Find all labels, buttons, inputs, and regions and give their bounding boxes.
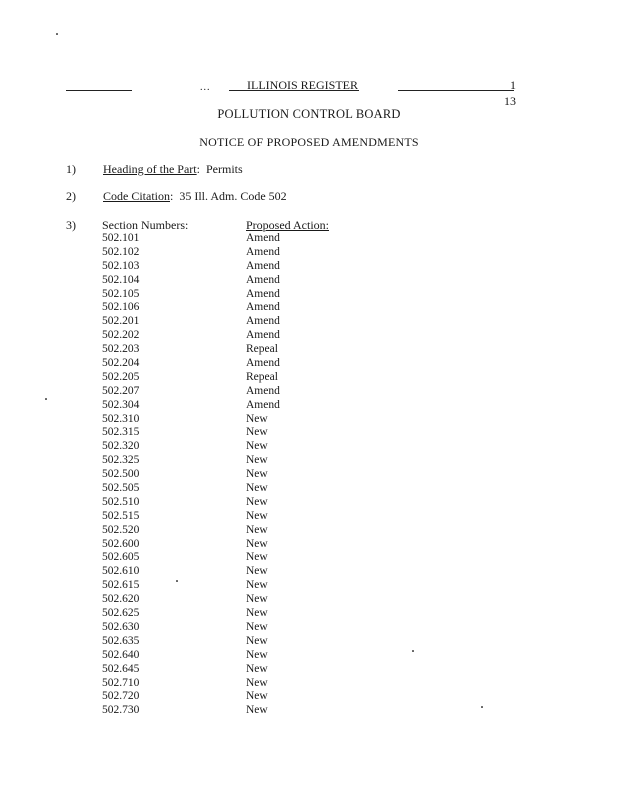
item-heading-of-part (66, 162, 243, 177)
section-number: 502.201 (102, 315, 140, 328)
proposed-action: New (246, 579, 268, 592)
proposed-action: Amend (246, 357, 280, 370)
table-row (102, 371, 362, 385)
section-number: 502.625 (102, 607, 140, 620)
section-number: 502.720 (102, 690, 140, 703)
header-rule-left (66, 90, 132, 91)
item-code-citation (66, 189, 287, 204)
proposed-action: New (246, 426, 268, 439)
table-row (102, 621, 362, 635)
table-row (102, 607, 362, 621)
table-row (102, 524, 362, 538)
table-row (102, 329, 362, 343)
table-row (102, 301, 362, 315)
proposed-action: Repeal (246, 370, 278, 383)
proposed-action: New (246, 634, 268, 647)
table-row (102, 246, 362, 260)
section-number: 502.202 (102, 329, 140, 342)
proposed-action: New (246, 537, 268, 550)
item-number: 3) (66, 218, 76, 232)
proposed-action: Amend (246, 329, 280, 342)
section-number: 502.104 (102, 273, 140, 286)
section-number: 502.207 (102, 384, 140, 397)
proposed-action: New (246, 440, 268, 453)
proposed-action: New (246, 509, 268, 522)
proposed-action: New (246, 565, 268, 578)
table-row (102, 288, 362, 302)
proposed-action: Amend (246, 398, 280, 411)
section-number: 502.520 (102, 523, 140, 536)
table-row (102, 343, 362, 357)
table-row (102, 579, 362, 593)
proposed-action: Amend (246, 259, 280, 272)
table-row (102, 635, 362, 649)
item-value: Permits (205, 162, 243, 176)
board-title: POLLUTION CONTROL BOARD (217, 107, 401, 121)
proposed-action: New (246, 593, 268, 606)
proposed-action: New (246, 648, 268, 661)
table-row (102, 510, 362, 524)
table-row (102, 232, 362, 246)
proposed-action: Amend (246, 301, 280, 314)
table-row (102, 690, 362, 704)
section-number: 502.205 (102, 370, 140, 383)
section-number: 502.505 (102, 482, 140, 495)
proposed-action: Amend (246, 232, 280, 244)
proposed-action: New (246, 607, 268, 620)
section-number: 502.610 (102, 565, 140, 578)
table-row (102, 649, 362, 663)
section-number: 502.203 (102, 343, 140, 356)
table-row (102, 426, 362, 440)
scan-speck (176, 580, 178, 582)
table-row (102, 551, 362, 565)
section-number: 502.315 (102, 426, 140, 439)
section-number: 502.325 (102, 454, 140, 467)
register-title: ILLINOIS REGISTER (247, 78, 358, 92)
section-number: 502.630 (102, 620, 140, 633)
section-number: 502.101 (102, 232, 140, 244)
item-section-numbers-number (66, 218, 103, 233)
table-row (102, 593, 362, 607)
table-row (102, 704, 362, 718)
table-row (102, 385, 362, 399)
section-number: 502.500 (102, 468, 140, 481)
item-number: 1) (66, 162, 76, 176)
section-number: 502.615 (102, 579, 140, 592)
item-value: 35 Ill. Adm. Code 502 (179, 189, 287, 203)
scan-speck (45, 398, 47, 400)
section-number: 502.640 (102, 648, 140, 661)
page-marker: 1 (510, 78, 516, 92)
section-number: 502.605 (102, 551, 140, 564)
section-number: 502.204 (102, 357, 140, 370)
proposed-action: New (246, 412, 268, 425)
proposed-action: Amend (246, 245, 280, 258)
scan-speck (412, 650, 414, 652)
section-table (102, 232, 362, 718)
table-row (102, 440, 362, 454)
section-number: 502.710 (102, 676, 140, 689)
proposed-action: New (246, 523, 268, 536)
section-number: 502.730 (102, 704, 140, 717)
table-row (102, 315, 362, 329)
proposed-action: New (246, 495, 268, 508)
table-row (102, 274, 362, 288)
table-row (102, 482, 362, 496)
proposed-action: Repeal (246, 343, 278, 356)
table-row (102, 565, 362, 579)
scan-speck (56, 33, 58, 35)
section-number: 502.600 (102, 537, 140, 550)
table-row (102, 677, 362, 691)
proposed-action: Amend (246, 384, 280, 397)
section-number: 502.635 (102, 634, 140, 647)
issue-number: 13 (504, 94, 516, 108)
section-number: 502.105 (102, 287, 140, 300)
item-number: 2) (66, 189, 76, 203)
table-row (102, 538, 362, 552)
section-number: 502.103 (102, 259, 140, 272)
proposed-action: New (246, 704, 268, 717)
table-row (102, 468, 362, 482)
section-numbers-header: Section Numbers: (102, 218, 189, 232)
notice-title: NOTICE OF PROPOSED AMENDMENTS (199, 135, 419, 149)
header-rule-right (398, 90, 514, 91)
section-number: 502.106 (102, 301, 140, 314)
table-row (102, 454, 362, 468)
table-row (102, 496, 362, 510)
table-row (102, 260, 362, 274)
proposed-action: New (246, 620, 268, 633)
section-number: 502.320 (102, 440, 140, 453)
proposed-action: New (246, 662, 268, 675)
table-row (102, 663, 362, 677)
item-colon: : (196, 162, 200, 176)
item-colon: : (170, 189, 174, 203)
table-row (102, 357, 362, 371)
proposed-action: New (246, 690, 268, 703)
proposed-action: New (246, 454, 268, 467)
section-number: 502.304 (102, 398, 140, 411)
section-number: 502.645 (102, 662, 140, 675)
proposed-action: Amend (246, 273, 280, 286)
proposed-action: New (246, 468, 268, 481)
header-dots: ... (200, 82, 211, 93)
item-label: Heading of the Part (103, 162, 197, 176)
section-number: 502.620 (102, 593, 140, 606)
proposed-action: Amend (246, 287, 280, 300)
proposed-action: Amend (246, 315, 280, 328)
section-number: 502.310 (102, 412, 140, 425)
proposed-action: New (246, 676, 268, 689)
proposed-action: New (246, 551, 268, 564)
proposed-action-header: Proposed Action: (246, 218, 329, 232)
table-row (102, 413, 362, 427)
section-number: 502.510 (102, 495, 140, 508)
item-label: Code Citation (103, 189, 170, 203)
table-row (102, 399, 362, 413)
section-number: 502.102 (102, 245, 140, 258)
proposed-action: New (246, 482, 268, 495)
section-number: 502.515 (102, 509, 140, 522)
scan-speck (481, 706, 483, 708)
